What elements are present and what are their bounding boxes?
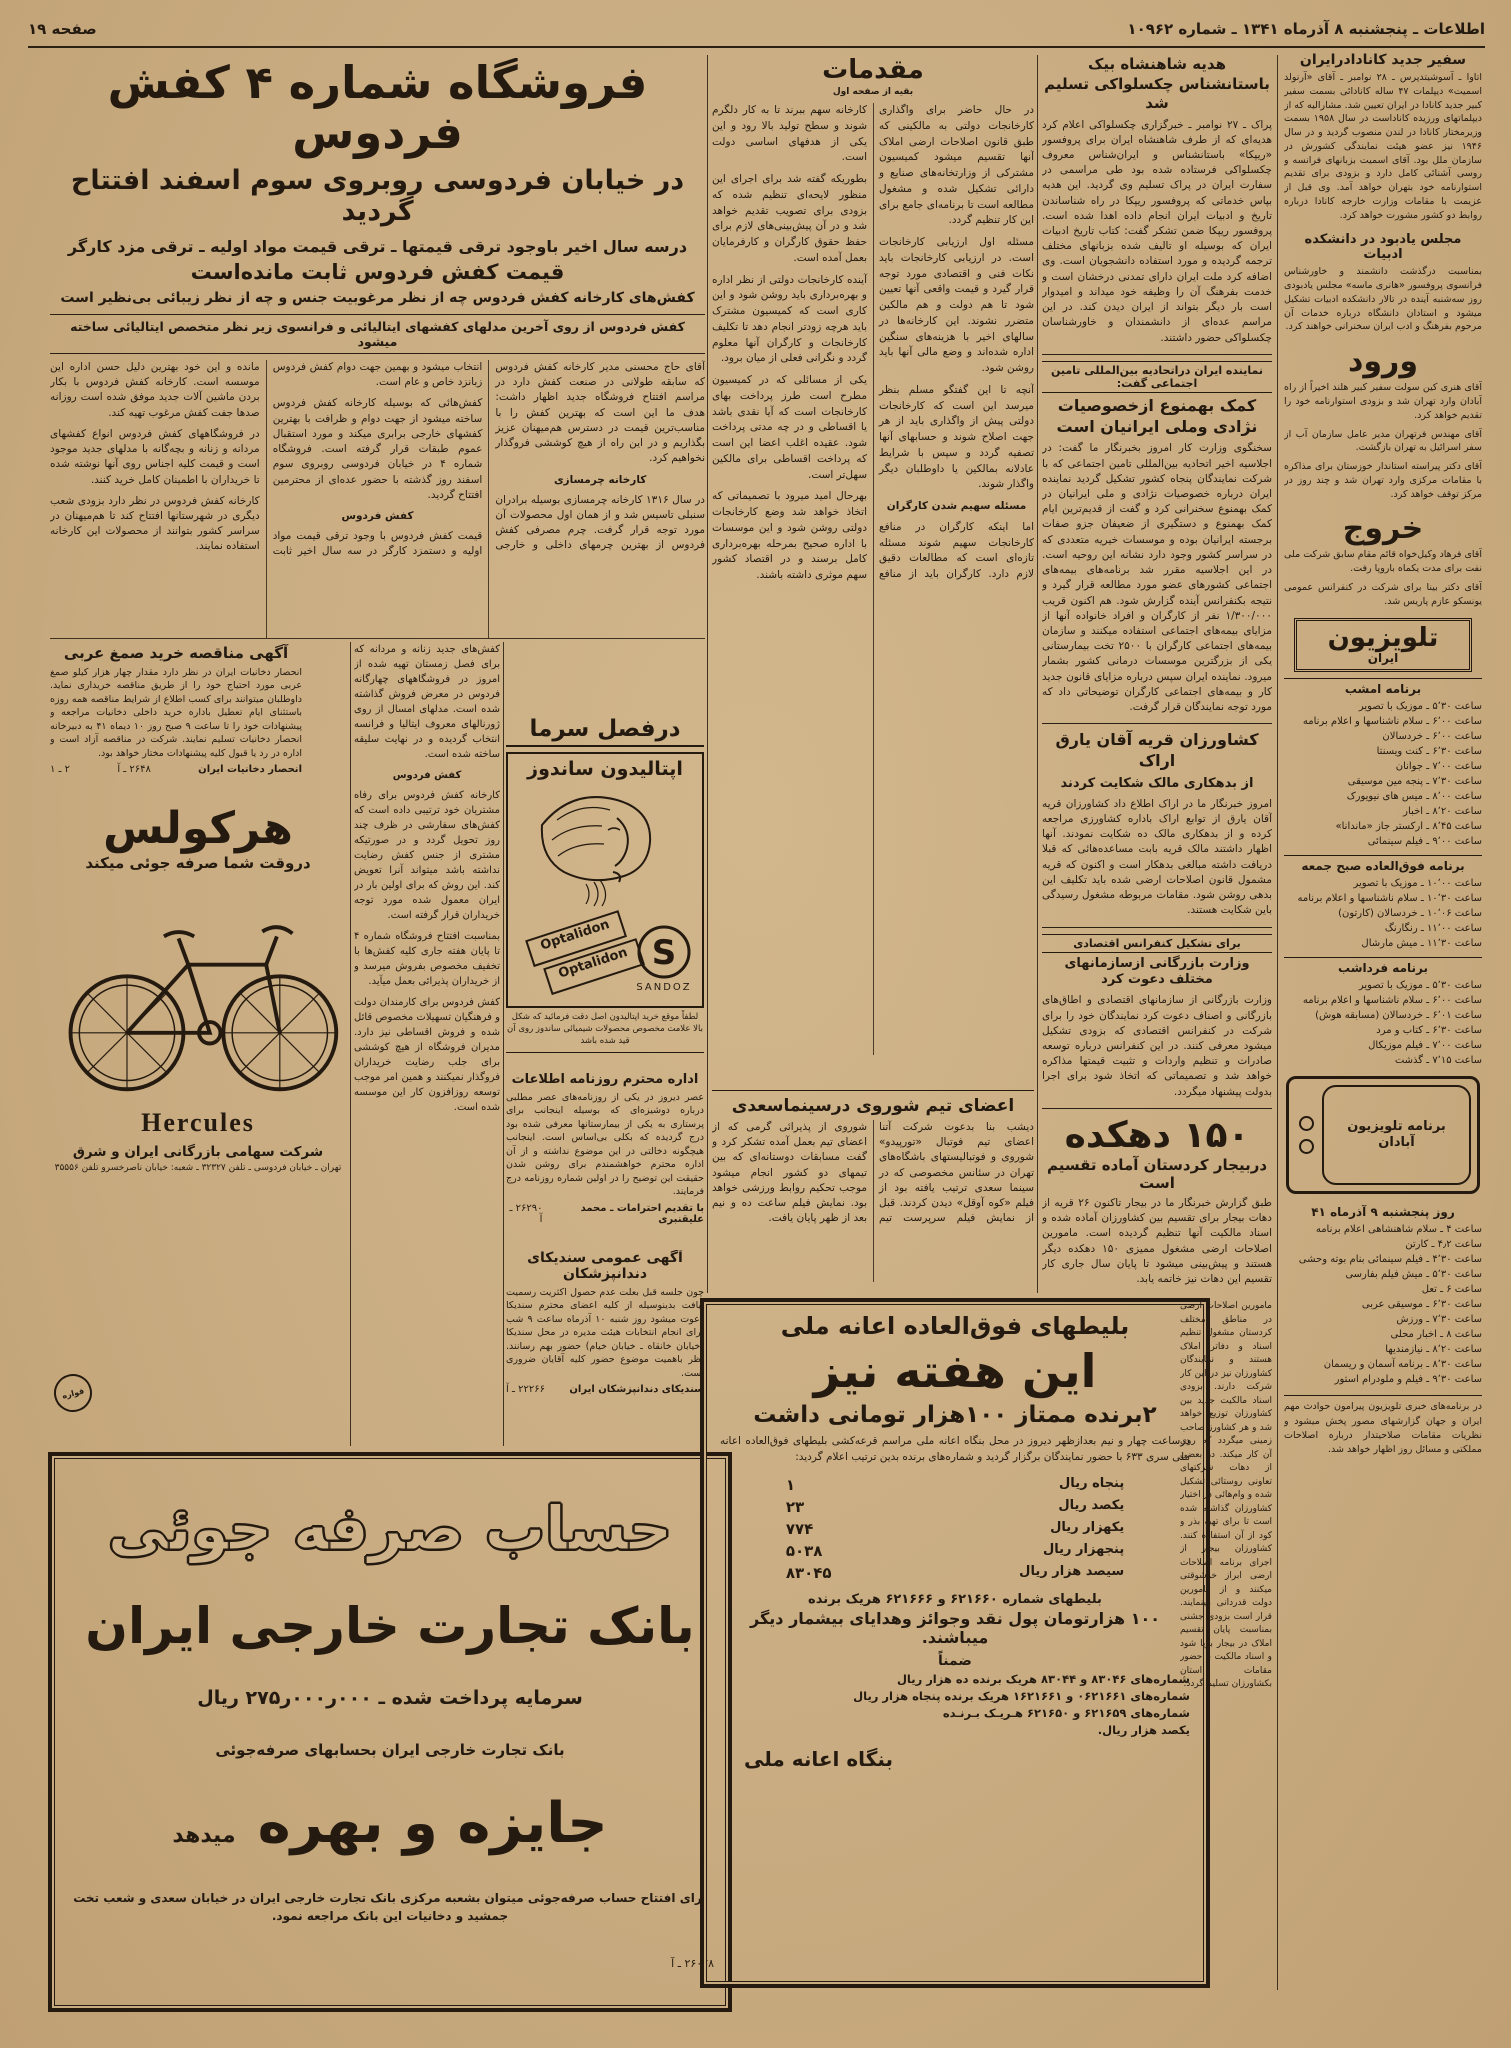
column-rule: [707, 55, 708, 1293]
soviet-team-article: [712, 1090, 1034, 1290]
lottery-signature: بنگاه اعانه ملی: [744, 1746, 893, 1771]
shoe-ad-line3: کفش‌های کارخانه کفش فردوس چه از نظر مرغوبیت جنس و چه از نظر زیبائی بی‌نظیر است: [60, 290, 695, 306]
article-title: وزارت بازرگانی ازسازمانهای مختلف دعوت کرد: [1064, 955, 1250, 988]
optalidon-illustration: [506, 752, 704, 1008]
masthead-line: اطلاعات ـ پنجشنبه ۸ آذرماه ۱۳۴۱ ـ شماره ۱۰۹۶۲: [1127, 20, 1485, 38]
schedule-item: ساعت ۶٬۰۰ ـ خردسالان: [1382, 731, 1482, 743]
schedule-header: برنامه فرداشب: [1284, 957, 1482, 975]
paragraph: در سال ۱۳۱۶ کارخانه چرمسازی بوسیله برادران سنبلی تاسیس شد و از همان اول محصولات آن مورد توجه قرار گرفت. چرم مصرفی کفش فردوس از بهترین چرمهای داخلی و خارجی انتخاب میشود و بهمین جهت دوام کفش فردوس زبانزد خاص و عام است.: [272, 361, 705, 552]
departure-item: آقای دکتر بینا برای شرکت در کنفرانس عمومی یونسکو عازم پاریس شد.: [1284, 581, 1482, 607]
bank-prize-title: جایزه و بهره: [257, 1791, 608, 1857]
prize-number: ۲۳: [785, 1497, 805, 1516]
editorial-moqaddamat: [712, 55, 1034, 1085]
page-header: [28, 20, 1485, 38]
schedule-item: ساعت ۶٬۳۰ ـ موسیقی عربی: [1361, 1299, 1482, 1311]
prize-label: سیصد هزار ریال: [1019, 1563, 1125, 1579]
tv-logo-word: تلویزیون: [1327, 623, 1439, 654]
article-title: هدیه شاهنشاه بیک باستانشناس چکسلواکی تسلیم شد: [1044, 55, 1270, 112]
article-kicker: نماینده ایران دراتحادیه بین‌المللی تامین اجتماعی گفت:: [1042, 361, 1272, 393]
schedule-item: ساعت ۸٬۲۰ ـ اخبار: [1403, 806, 1482, 818]
paragraph: در فروشگاههای کفش فردوس انواع کفشهای مردانه و زنانه و بچه‌گانه با مدلهای جدید موجود است و قیمت کلیه اجناس روی آنها نوشته شده تا خریداران با اطمینان کامل خرید کنند.: [50, 427, 260, 486]
article-title: کمک بهمنوع ازخصوصیات نژادی وملی ایرانیان است: [1056, 395, 1258, 436]
column-rule: [350, 642, 351, 1446]
optalidon-name-fa: اپتالیدون ساندوز: [527, 758, 683, 780]
lottery-line: بلیطهای شماره ۶۲۱۶۶۰ و ۶۲۱۶۶۶ هریک برنده: [808, 1591, 1102, 1607]
abadan-date: روز پنجشنبه ۹ آذرماه ۴۱: [1311, 1205, 1455, 1220]
hercules-address: تهران ـ خیابان فردوسی ـ تلفن ۳۲۳۲۷ ـ شعبه: خیابان ناصرخسرو تلفن ۳۵۵۵۶: [54, 1163, 342, 1174]
notice-body: چون جلسه قبل بعلت عدم حصول اکثریت رسمیت نیافت بدینوسیله از کلیه اعضای محترم سندیکا دعوت میشود روز شنبه ۱۰ آذرماه ساعت ۹ شب برای انجام انتخابات هیئت مدیره در محل سندیکا (خیابان خانقاه ـ خیابان خیام) حضور بهم رسانند. نظر باهمیت موضوع حضور کلیه آقایان ضروری است.: [506, 1287, 704, 1379]
editorial-title: مقدمات: [822, 55, 924, 85]
paragraph: آینده کارخانجات دولتی از نظر اداره و بهره‌برداری باید روشن شود و این کاری است که کمیسیون مشترک باید هرچه زودتر انجام دهد تا تکلیف کارخانجات و کارگران آنها معلوم گردد و نگرانی فعلی از میان برود.: [712, 273, 867, 365]
shoe-ad-body: [50, 360, 705, 638]
hercules-slogan: دروقت شما صرفه جوئی میکند: [85, 854, 311, 873]
article-farmers-complaint: [1042, 723, 1272, 918]
schedule-item: ساعت ۱۰٬۳۰ ـ سلام ناشناسها و اعلام برنامه: [1297, 893, 1482, 905]
tv-knob-icon: [1299, 1116, 1314, 1131]
lottery-title: بلیطهای فوق‌العاده اعانه ملی: [780, 1312, 1130, 1340]
tv-set-illustration: [1286, 1076, 1480, 1194]
tv-friday-section: [1284, 855, 1482, 951]
bicycle-illustration-icon: [54, 872, 346, 1106]
article-body: امروز خبرنگار ما در اراک اطلاع داد کشاورزان قریه آقان یارق از توابع اراک باداره کشاورزی مراجعه کرده و از بدهکاری مالک ده شکایت نمودند. آنها اظهار داشتند مالک قریه بابت مساعده‌هائی که قبلا دریافت داشته مبالغی بدهکار است و اکنون که قریه مشمول قانون اصلاحات ارضی شده باید تکلیف این بدهی روشن شود. مقامات مربوطه مشغول رسیدگی باین شکایت هستند.: [1042, 797, 1272, 917]
schedule-item: ساعت ۶٬۰۰ ـ سلام ناشناسها و اعلام برنامه: [1302, 995, 1482, 1007]
paragraph: بطوریکه گفته شد برای اجرای این منظور لایحه‌ای تنظیم شده که بزودی برای تصویب تقدیم خواهد شد و در آن پیش‌بینی‌های لازم برای حفظ حقوق کارگران و کارفرمایان بعمل آمده است.: [712, 173, 867, 264]
hercules-latin-logo: Hercules: [141, 1108, 255, 1138]
schedule-item: ساعت ۷٬۱۵ ـ گذشت: [1394, 1055, 1482, 1067]
notice-signature: انحصار دخانیات ایران: [198, 764, 302, 776]
article-title: مجلس یادبود در دانشکده ادبیات: [1304, 232, 1462, 263]
table-row: [786, 1562, 1124, 1584]
arrivals-section: [1284, 344, 1482, 501]
schedule-item: ساعت ۷٬۳۰ ـ ورزش: [1396, 1314, 1482, 1326]
prize-label: پنجهزار ریال: [1042, 1541, 1125, 1557]
schedule-item: ساعت ۵٬۳۰ ـ موزیک با تصویر: [1358, 980, 1482, 992]
bank-savings-ad: [48, 1452, 732, 2012]
schedule-item: ساعت ۴٬۳۰ ـ فیلم سینمائی بنام بوته وحشی: [1298, 1254, 1482, 1266]
optalidon-caption: لطفاً موقع خرید اپتالیدون اصل دقت فرمائید که شکل بالا علامت مخصوص محصولات شیمیائی ساندوز روی آن قید شده باشد: [506, 1012, 704, 1053]
abadan-tv-title: برنامه تلویزیون آبادان: [1347, 1118, 1446, 1151]
schedule-header: برنامه امشب: [1284, 678, 1482, 696]
article-body: دیشب بنا بدعوت شرکت آتنا اعضای تیم فوتبال «تورپیدو» شوروی و فوتبالیستهای باشگاه‌های تهران در سئانس مخصوصی که در سینما سعدی ترتیب یافته بود از فیلم «کوه آوقل» دیدن کردند. قبل از نمایش فیلم سرپرست تیم شوروی از پذیرائی گرمی که از اعضای تیم بعمل آمده تشکر کرد و گفت مسابقات دوستانه‌ای که بین تیمهای دو کشور انجام میشود موجب تحکیم روابط ورزشی خواهد بود. نمایش فیلم ساعت ده و نیم بعد از ظهر پایان یافت.: [712, 1121, 1034, 1225]
tv-footer-note: در برنامه‌های خبری تلویزیون پیرامون حوادث مهم ایران و جهان گزارشهای مصور پخش میشود و نظریات مقامات صلاحیتدار درباره اصلاحات مملکتی و مسائل روز اظهار خواهد شد.: [1284, 1395, 1482, 1457]
table-row: [786, 1540, 1124, 1562]
schedule-item: ساعت ۶٬۰۱ ـ خردسالان (مسابقه هوش): [1315, 1010, 1482, 1022]
article-memorial: [1284, 232, 1482, 334]
paragraph: کفش فردوس برای کارمندان دولت و فرهنگیان تسهیلات مخصوص قائل شده و فروش اقساطی نیز دارد. مدیران فروشگاه از هیچ کوششی برای جلب رضایت خریداران فروگذار نمیکنند و همین امر موجب توسعه روزافزون کار این موسسه شده است.: [354, 997, 500, 1113]
news-column-1: [1284, 52, 1482, 2046]
hercules-title: هرکولس: [103, 806, 293, 854]
schedule-item: ساعت ۹٬۰۰ ـ فیلم سینمائی: [1367, 836, 1482, 848]
article-subtitle: از بدهکاری مالک شکایت کردند: [1060, 775, 1254, 791]
reader-letter: [506, 1072, 704, 1240]
paragraph: آقای حاج محسنی مدیر کارخانه کفش فردوس که سابقه طولانی در صنعت کفش دارد در مراسم افتتاح فروشگاه جدید اظهار داشت: هدف ما این است که بهترین کفش را با مناسب‌ترین قیمت در دسترس هم‌میهنان عزیز بگذاریم و در این راه از هیچ کوششی فروگذار نخواهیم کرد.: [495, 361, 705, 465]
lottery-prize-table: [786, 1474, 1124, 1584]
lottery-line: شماره‌های ۰۶۲۱۶۶۱ و ۱۶۲۱۶۶۱ هریک برنده پنجاه هزار ریال: [853, 1688, 1190, 1703]
article-title: اعضای تیم شوروی درسینماسعدی: [712, 1090, 1034, 1116]
shoe-article-continuation: [354, 642, 500, 1442]
ad-number: ۲ ـ ۱: [50, 764, 71, 776]
notice-body: انحصار دخانیات ایران در نظر دارد مقدار چهار هزار کیلو صمغ عربی مورد احتیاج خود را از طریق مناقصه خریداری نماید. داوطلبان میتوانند برای کسب اطلاع از شرایط مناقصه همه روزه باستثنای ایام تعطیل باداره خرید داخلی دخانیات مراجعه و پیشنهادات خود را تا ساعت ۹ صبح روز ۱۰ دیماه ۴۱ به دبیرخانه انحصار دخانیات تسلیم نمایند. شرکت در مناقصه آزاد است و اداره در رد یا قبول کلیه پیشنهادات مختار خواهد بود.: [50, 667, 302, 759]
article-title: سفیر جدید کانادادرایران: [1299, 52, 1467, 68]
schedule-item: ساعت ۷٬۰۰ ـ جوانان: [1395, 761, 1482, 773]
schedule-item: ساعت ۹٬۳۰ ـ فیلم و ملودرام استور: [1334, 1374, 1482, 1386]
schedule-item: ساعت ۶٬۳۰ ـ کتاب و مرد: [1376, 1025, 1482, 1037]
tv-tonight-section: [1284, 678, 1482, 849]
schedule-item: ساعت ۸٬۰۰ ـ میس های نیویورک: [1346, 791, 1482, 803]
optalidon-brand-text: Optalidon: [556, 945, 630, 982]
lottery-intro: درساعت چهار و نیم بعدازظهر دیروز در محل بنگاه اعانه ملی مراسم قرعه‌کشی بلیطهای فوق‌العاده اعانه ملی سری ۶۳۳ با حضور نمایندگان برگزار گردید و شماره‌های برنده بدین ترتیب اعلام گردید:: [720, 1435, 1190, 1463]
article-body: پراک ـ ۲۷ نوامبر ـ خبرگزاری چکسلواکی اعلام کرد هدیه‌ای که از طرف شاهنشاه ایران برای پروفسور «ریپکا» باستانشناس و ایران‌شناس معروف چکسلواکی فرستاده شده بود طی مراسمی در سفارت ایران در پراک تسلیم وی گردید. این هدیه بپاس خدماتی که پروفسور ریپکا در راه شناساندن تاریخ و ادبیات ایران انجام داده اهدا شده است. پروفسور ریپکا ضمن تشکر گفت: کتاب تاریخ ادبیات ایران که بوسیله او تالیف شده بزبانهای مختلف ترجمه گردیده و مورد استفاده دانشجویان است. وی اضافه کرد ملت ایران دارای تمدنی درخشان است و خدمت بفرهنگ آن را وظیفه خود میداند و امیدوار است بار دیگر بتواند از ایران دیدن کند. در این مراسم عده‌ای از دانشمندان و خاورشناسان چکسلواکی حضور داشتند.: [1042, 118, 1272, 344]
schedule-item: ساعت ۱۱٬۳۰ ـ میش مارشال: [1361, 938, 1482, 950]
bank-subline: بانک تجارت خارجی ایران بحسابهای صرفه‌جوئی: [215, 1741, 565, 1759]
sandoz-s-icon: S: [651, 933, 677, 973]
paragraph: مسئله اول ارزیابی کارخانجات است. در ارزیابی کارخانجات باید نکات فنی و اقتصادی مورد توجه قرار گیرد و قیمت واقعی آنها تعیین شود تا هم دولت و هم مالکین متضرر نشوند. این کارخانه‌ها در سالهای اخیر با هزینه‌های سنگین اداره شده‌اند و وضع مالی آنها باید روشن شود.: [879, 236, 1034, 374]
optalidon-season-title: درفصل سرما: [506, 716, 704, 747]
column-rule: [503, 642, 504, 1446]
departures-section: [1284, 511, 1482, 608]
table-row: [786, 1474, 1124, 1496]
arrival-item: آقای هنری کین سولت سفیر کبیر هلند اخیراً از راه آبادان وارد تهران شد و بزودی استوارنامه خود را تقدیم خواهد کرد.: [1284, 382, 1482, 421]
lottery-line: ضمناً: [938, 1652, 972, 1669]
page-number: صفحه ۱۹: [28, 20, 97, 38]
notice-signature: سندیکای دندانپزشکان ایران: [569, 1384, 704, 1396]
lottery-headline: این هفته نیز: [813, 1344, 1097, 1398]
optalidon-brand-text: Optalidon: [538, 917, 612, 954]
hercules-company: شرکت سهامی بازرگانی ایران و شرق: [72, 1144, 324, 1161]
editorial-body: [712, 103, 1034, 1055]
signature-row: [50, 764, 302, 775]
sub-headline: مسئله سهیم شدن کارگران: [886, 500, 1027, 512]
signature-row: [506, 1384, 704, 1395]
tv-logo-word: ایران: [1367, 651, 1399, 666]
paragraph: بهرحال امید میرود با تصمیماتی که اتخاذ خواهد شد وضع کارخانجات دولتی روشن شود و این موسسات با اداره صحیح بمرحله بهره‌برداری کامل برسند و در اقتصاد کشور سهم موثری داشته باشند.: [712, 490, 867, 581]
optalidon-ad: [506, 716, 704, 1064]
article-body: سخنگوی وزارت کار امروز بخبرنگار ما گفت: در اجلاسیه اخیر اتحادیه بین‌المللی تامین اجتماعی که با شرکت نمایندگان پنجاه کشور تشکیل گردید نماینده ایران درباره خصوصیات نژادی و ملی ایرانیان در کمک بهمنوع سخنرانی کرد و گفت از قدیم‌ترین ایام کمک بهمنوع و دستگیری از ضعیفان جزو صفات برجسته ایرانیان بوده و موسسات خیریه متعددی که در سراسر کشور وجود دارد نشانه این روحیه است. در این اجلاسیه مقرر شد برنامه‌های بیمه‌های اجتماعی کشورهای عضو مورد مطالعه قرار گیرد و نتیجه بکنفرانس آینده گزارش شود. هم اکنون قریب ۱/۳۰۰/۰۰۰ نفر از کارگران و افراد خانواده آنها از مزایای بیمه‌های اجتماعی استفاده میکنند و سازمان بیمه‌های اجتماعی کارگران با ۲۵۰۰ تخت بیمارستانی یکی از بزرگترین موسسات درمانی کشور بشمار میرود. نماینده ایران سپس درباره مزایای قانون جدید کار و بیمه‌های اجتماعی کارگران توضیحاتی داد که مورد توجه نمایندگان قرار گرفت.: [1042, 442, 1272, 714]
table-row: [786, 1518, 1124, 1540]
prize-number: ۵۰۳۸: [785, 1541, 823, 1560]
notice-title: آگهی عمومی سندیکای دندانپزشکان: [527, 1250, 683, 1282]
schedule-item: ساعت ۸٬۳۰ ـ برنامه آسمان و ریسمان: [1323, 1359, 1482, 1371]
schedule-item: ساعت ۶٬۳۰ ـ کنت ویسنتا: [1376, 746, 1482, 758]
article-social-insurance: [1042, 354, 1272, 716]
article-big-number-title: ۱۵۰ دهکده: [1064, 1114, 1250, 1156]
notice-title: آگهی مناقصه خرید صمغ عربی: [63, 644, 289, 662]
tv-knob-icon: [1299, 1139, 1314, 1154]
article-economic-conference: [1042, 927, 1272, 1100]
article-kicker: برای تشکیل کنفرانس اقتصادی: [1042, 934, 1272, 953]
national-lottery-ad: [700, 1298, 1210, 1988]
ad-code: ۲۶۲۹۰ ـ آ: [509, 1202, 543, 1225]
prize-number: ۸۳۰۴۵: [785, 1563, 832, 1582]
paragraph: کفش‌های جدید زنانه و مردانه که برای فصل زمستان تهیه شده از امروز در فروشگاههای چهارگانه فردوس در معرض فروش گذاشته شده است. مدلهای امسال از روی ژورنالهای معروف ایتالیا و فرانسه انتخاب گردیده و در نهایت سلیقه ساخته شده است.: [354, 644, 500, 760]
prize-number: ۷۷۴: [785, 1519, 814, 1538]
schedule-item: ساعت ۶ ـ تعل: [1421, 1284, 1482, 1296]
departures-heading: خروج: [1342, 511, 1424, 547]
schedule-item: ساعت ۷٬۳۰ ـ پنجه مین موسیقی: [1347, 776, 1482, 788]
shoe-ad-subtitle: در خیابان فردوسی روبروی سوم اسفند افتتاح گردید: [70, 165, 685, 227]
prize-label: پنجاه ریال: [1059, 1475, 1125, 1491]
section-rule: [50, 638, 705, 639]
article-continuation-strip: مامورین اصلاحات ارضی در مناطق مختلف کردستان مشغول تنظیم اسناد و دفاتر املاک هستند و نمایندگان کشاورزان نیز در این کار شرکت دارند. بزودی اسناد مالکیت جدید بین کشاورزان توزیع خواهد شد و هر کشاورز صاحب زمینی میگردد که روی آن کار میکند. در بعضی از دهات شرکتهای تعاونی روستائی تشکیل شده و وام‌هائی در اختیار کشاورزان گذاشته شده است تا برای تهیه بذر و کود از آن استفاده کنند. کشاورزان بیجار از اجرای برنامه اصلاحات ارضی ابراز خوشوقتی میکنند و از مامورین دولت قدردانی مینمایند. قرار است بزودی جشنی بمناسبت پایان تقسیم املاک در بیجار برپا شود و اسناد مالکیت با حضور مقامات استان بکشاورزان تسلیم گردد.: [1180, 1301, 1272, 1689]
prize-label: یکصد ریال: [1058, 1497, 1125, 1513]
lottery-line: شماره‌های ۶۲۱۶۵۹ و ۶۲۱۶۵۰ هـریـک بـرنـده: [942, 1705, 1190, 1720]
article-body: اتاوا ـ آسوشیتدپرس ـ ۲۸ نوامبر ـ آقای «آرنولد اسمیت» دیپلمات ۴۷ ساله کانادائی بسمت سفیر کبیر جدید کانادا در ایران تعیین شد. مشارالیه که از دیپلماتهای ورزیده کاناداست در سال ۱۹۵۸ بسمت وزیرمختار کانادا در لندن منصوب گردید و در سال ۱۹۴۶ نیز عضو هیئت نمایندگی کشورش در سازمان ملل بود. آقای اسمیت بزبانهای فرانسه و روسی آشنائی کامل دارد و بزودی برای تقدیم استوارنامه خود بتهران خواهد آمد. وی قبل از عزیمت با مقامات وزارت خارجه کانادا درباره روابط دو کشور مشورت خواهد کرد.: [1284, 72, 1482, 221]
lottery-subheadline: ۲برنده ممتاز ۱۰۰هزار تومانی داشت: [753, 1402, 1157, 1428]
abadan-tv-section: [1284, 1202, 1482, 1387]
paragraph: در حال حاضر برای واگذاری کارخانجات دولتی به مالکینی که طبق قانون اصلاحات ارضی املاک آنها تقسیم میشود کمیسیون مشترکی از وزارتخانه‌های صنایع و دارائی تشکیل شده و مشغول مطالعه است تا برنامه‌ای جامع برای این کار تنظیم گردد.: [879, 104, 1034, 227]
shoe-store-ad: [50, 58, 705, 638]
lottery-line: ۱۰۰ هزارتومان پول نقد وجوائز وهدایای بیشمار دیگر میباشند.: [750, 1608, 1160, 1647]
sub-headline: کفش فردوس: [341, 509, 414, 522]
optalidon-drawing-icon: [512, 780, 702, 995]
arrival-item: آقای مهندس فرتهران مدیر عامل سازمان آب از سفر اسرائیل به تهران بازگشت.: [1284, 428, 1482, 454]
tv-iran-logo: [1294, 618, 1472, 672]
schedule-item: ساعت ۶٬۰۰ ـ سلام ناشناسها و اعلام برنامه: [1302, 716, 1482, 728]
bank-name: بانک تجارت خارجی ایران: [85, 1596, 695, 1655]
signature-row: [506, 1203, 704, 1225]
bank-ad-title-outline: حساب صرفه جوئی: [108, 1494, 672, 1565]
departure-item: آقای فرهاد وکیل‌خواه قائم مقام سابق شرکت ملی نفت برای مدت یکماه باروپا رفت.: [1284, 549, 1482, 575]
schedule-item: ساعت ۸ ـ اخبار محلی: [1390, 1329, 1482, 1341]
article-body: وزارت بازرگانی از سازمانهای اقتصادی و اطاق‌های بازرگانی و اصناف دعوت کرد نمایندگان خود را برای شرکت در کنفرانس اقتصادی که بزودی تشکیل میشود معرفی کنند. در این کنفرانس درباره توسعه صادرات و تنظیم واردات و تثبیت قیمتها مذاکره خواهد شد و تصمیماتی که اتخاذ شود برای اجرا بدولت پیشنهاد میگردد.: [1042, 994, 1272, 1098]
ad-code: ۲۲۲۶۶ ـ آ: [506, 1384, 545, 1396]
letter-title: اداره محترم روزنامه اطلاعات: [511, 1072, 699, 1087]
hercules-stamp: قواره: [50, 1370, 96, 1416]
ad-code: ۲۶۰۷۸ ـ آ: [671, 1956, 714, 1970]
table-row: [786, 1496, 1124, 1518]
sub-headline: کارخانه چرمسازی: [553, 473, 647, 486]
schedule-item: ساعت ۸٬۲۰ ـ نیازمندیها: [1385, 1344, 1482, 1356]
shoe-ad-title: فروشگاه شماره ۴ کفش فردوس: [107, 58, 648, 159]
schedule-item: ساعت ۱۱٬۰۰ ـ رنگارنگ: [1384, 923, 1482, 935]
sub-headline: کفش فردوس: [392, 770, 462, 781]
lottery-line: یکصد هزار ریال.: [1097, 1722, 1190, 1737]
schedule-item: ساعت ۷٬۰۰ ـ فیلم موزیکال: [1368, 1040, 1482, 1052]
paragraph: کارخانه کفش فردوس برای رفاه مشتریان خود ترتیبی داده است که کفش‌های سفارشی در ظرف چند روز تحویل گردد و در صورتیکه مشتری از جنس کفش رضایت نداشته باشد میتواند آنرا تعویض کند. این روش که برای اولین بار در ایران معمول شده مورد توجه خریداران قرار گرفته است.: [354, 790, 500, 921]
lottery-line: شماره‌های ۸۳۰۴۶ و ۸۳۰۴۴ هریک برنده ده هزار ریال: [896, 1671, 1190, 1686]
header-rule: [28, 46, 1485, 48]
hercules-bicycle-ad: [50, 806, 346, 1446]
article-new-ambassador: [1284, 52, 1482, 222]
sandoz-wordmark: SANDOZ: [636, 982, 692, 993]
paragraph: کفش‌هائی که بوسیله کارخانه کفش فردوس ساخته میشود از جهت دوام و ظرافت با بهترین کفشهای خارجی برابری میکند و مورد استقبال عموم طبقات قرار گرفته است. فروشگاه شماره ۴ در خیابان فردوسی روبروی سوم اسفند روز گذشته با حضور عده‌ای از محترمین افتتاح گردید.: [272, 397, 483, 501]
schedule-item: ساعت ۵٬۳۰ ـ موزیک با تصویر: [1358, 701, 1482, 713]
bank-prize-row: [172, 1791, 607, 1856]
letter-body: عصر دیروز در یکی از روزنامه‌های عصر مطلبی درباره دوشیزه‌ای که بوسیله اینجانب برای پرستاری به یکی از بیمارستانها معرفی شده بود درج گردیده که بکلی بی‌اساس است. اینجانب هیچگونه دخالتی در این موضوع نداشته و از آن اداره محترم خواهشمندم برای روشن شدن حقیقت این توضیح را در اولین شماره روزنامه درج فرمایند.: [506, 1092, 704, 1198]
tobacco-tender-notice: [50, 644, 302, 800]
column-rule: [1277, 55, 1278, 1990]
schedule-item: ساعت ۱۰٬۰۶ ـ خردسالان (کارتون): [1338, 908, 1482, 920]
paragraph: قیمت کفش فردوس با وجود ترقی قیمت مواد اولیه و دستمزد کارگر در سه سال اخیر ثابت مانده و این خود بهترین دلیل حسن اداره این موسسه است. کارخانه کفش فردوس با بکار بردن ماشین آلات جدید موفق شده است روزانه صدها جفت کفش مرغوب تهیه کند.: [50, 361, 483, 558]
paragraph: کارخانه کفش فردوس در نظر دارد بزودی شعب دیگری در شهرستانها افتتاح کند تا هم‌میهنان در سراسر کشور بتوانند از محصولات این کارخانه استفاده نمایند.: [50, 494, 260, 553]
bank-footer: برای افتتاح حساب صرفه‌جوئی میتوان بشعبه مرکزی بانک تجارت خارجی ایران در خیابان سعدی و شعب تخت جمشید و دخانیات این بانک مراجعه نمود.: [73, 1890, 707, 1923]
news-column-2: [1042, 55, 1272, 1293]
article-body: بمناسبت درگذشت دانشمند و خاورشناس فرانسوی پروفسور «هانری ماسه» مجلس یادبودی روز سه‌شنبه آینده در تالار دانشکده ادبیات تشکیل میشود و استادان دانشگاه درباره خدمات آن مرحوم بفرهنگ و ادب ایران سخنرانی خواهند کرد.: [1284, 266, 1482, 333]
shoe-ad-line1: درسه سال اخیر باوجود ترقی قیمتها ـ ترقی قیمت مواد اولیه ـ ترقی مزد کارگر: [67, 237, 688, 256]
schedule-item: ساعت ۵٬۳۰ ـ میش فیلم بفارسی: [1345, 1269, 1482, 1281]
shoe-ad-lead: کفش فردوس از روی آخرین مدلهای کفشهای ایتالیائی و فرانسوی زیر نظر متخصص ایتالیائی ساخته میشود: [50, 314, 705, 354]
arrival-item: آقای دکتر پیراسته استاندار خوزستان برای مذاکره با مقامات مرکزی وارد تهران شد و چند روز در مرکز توقف خواهد کرد.: [1284, 461, 1482, 500]
schedule-header: برنامه فوق‌العاده صبح جمعه: [1284, 855, 1482, 873]
article-150-villages: [1042, 1108, 1272, 1287]
column-rule: [1037, 55, 1038, 1293]
schedule-item: ساعت ۴ ـ سلام شاهنشاهی اعلام برنامه: [1315, 1224, 1482, 1236]
continued-note: بقیه از صفحه اول: [832, 87, 914, 97]
paragraph: بمناسبت افتتاح فروشگاه شماره ۴ تا پایان هفته جاری کلیه کفش‌ها با تخفیف مخصوص بفروش میرسد و از خریداران پذیرائی بعمل میآید.: [354, 931, 500, 987]
article-royal-gift: [1042, 55, 1272, 346]
bank-prize-verb: میدهد: [172, 1823, 236, 1849]
paragraph: یکی از مسائلی که در کمیسیون مطرح است طرز پرداخت بهای کارخانجات است که آیا نقدی باشد یا اقساطی و در چه مدتی پرداخت شود. عقیده اغلب اعضا این است که پرداخت اقساطی برای مالکین سهل‌تر است.: [712, 374, 867, 481]
dentists-syndicate-notice: [506, 1250, 704, 1446]
tv-screen: [1322, 1085, 1471, 1185]
prize-label: یکهزار ریال: [1050, 1519, 1125, 1535]
tv-control-panel: [1295, 1085, 1317, 1185]
tv-tomorrow-section: [1284, 957, 1482, 1068]
bank-capital: سرمایه پرداخت شده ـ ۰۰۰ر۰۰۰ر۲۷۵ ریال: [197, 1686, 583, 1709]
article-body: طبق گزارش خبرنگار ما در بیجار تاکنون ۲۶ قریه از دهات بیجار برای تقسیم بین کشاورزان آماده شده و اسناد مالکیت آنها تنظیم گردیده است. مامورین اصلاحات ارضی مشغول ممیزی ۱۵۰ دهکده دیگر هستند و پیش‌بینی میشود تا پایان سال جاری کار تقسیم این دهات نیز خاتمه یابد.: [1042, 1196, 1272, 1285]
letter-signature: با تقدیم احترامات ـ محمد علیقنبری: [580, 1202, 704, 1225]
schedule-item: ساعت ۱۰٬۰۰ ـ موزیک با تصویر: [1353, 878, 1482, 890]
prize-number: ۱: [785, 1475, 795, 1494]
shoe-ad-line2: قیمت کفش فردوس ثابت مانده‌است: [190, 260, 565, 284]
article-subtitle: دربیجار کردستان آماده تقسیم است: [1046, 1155, 1268, 1192]
schedule-item: ساعت ۴٫۲ ـ کارتن: [1405, 1239, 1482, 1251]
article-title: کشاورزان قریه آقان یارق اراک: [1055, 730, 1259, 771]
ad-code: ۲۶۴۸ ـ آ: [117, 764, 151, 776]
schedule-item: ساعت ۸٬۴۵ ـ ارکستر جاز «ماندانا»: [1335, 821, 1482, 833]
arrivals-heading: ورود: [1348, 344, 1418, 380]
paragraph: آنچه تا این گفتگو مسلم بنظر میرسد این است که کارخانجات دولتی پیش از واگذاری باید از هر جهت اصلاح شوند و حسابهای آنها تصفیه گردد و سپس با شرایط عادلانه بمالکین یا داوطلبان دیگر واگذار شوند.: [879, 383, 1034, 491]
paragraph: اما اینکه کارگران در منافع کارخانجات سهیم شوند مسئله تازه‌ای است که مطالعات دقیق لازم دارد. کارگران باید از منافع کارخانه سهم ببرند تا به کار دلگرم شوند و سطح تولید بالا رود و این یکی از هدفهای اساسی دولت است.: [712, 104, 1034, 580]
